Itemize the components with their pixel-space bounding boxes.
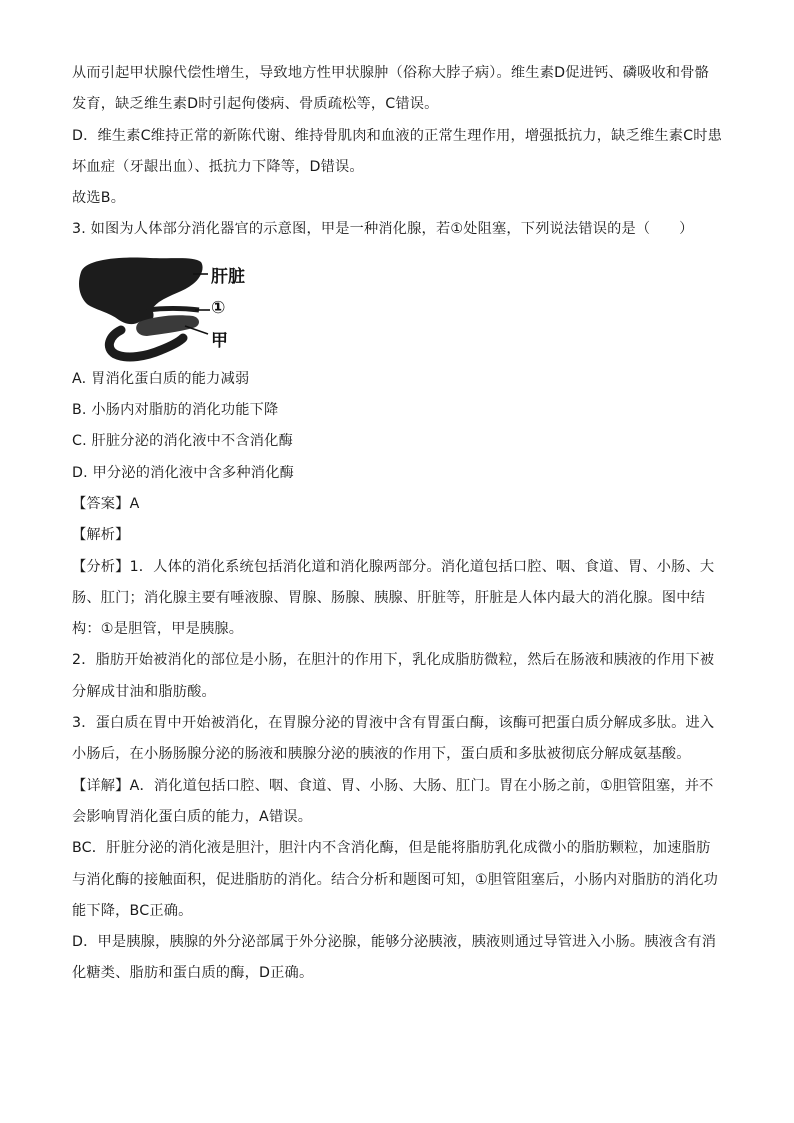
paragraph-answer-previous: 故选B。 [72, 190, 126, 207]
label-duct-1: ① [211, 297, 226, 318]
answer-value: A [129, 495, 140, 512]
detail-a-text: A．消化道包括口腔、咽、食道、胃、小肠、大肠、肛门。胃在小肠之前，①胆管阻塞，并不会影响胃消化蛋白质的能力，A错误。 [72, 777, 714, 825]
analysis-point-1-text: 1．人体的消化系统包括消化道和消化腺两部分。消化道包括口腔、咽、食道、胃、小肠、大肠、肛门；消化腺主要有唾液腺、胃腺、肠腺、胰腺、肝脏等，肝脏是人体内最大的消化腺。图中结构：①是胆管，甲是胰腺。 [72, 558, 715, 638]
answer-tag: 【答案】 [72, 495, 130, 512]
label-jia: 甲 [211, 330, 228, 351]
bile-duct-shape [147, 308, 199, 310]
detail-tag: 【详解】 [72, 777, 130, 794]
question-3-stem: 3. 如图为人体部分消化器官的示意图，甲是一种消化腺，若①处阻塞，下列说法错误的是（ ） [72, 221, 694, 238]
answer-line [72, 489, 722, 520]
option-d: D. 甲分泌的消化液中含多种消化酶 [72, 464, 294, 481]
analysis-heading: 【解析】 [72, 527, 130, 544]
option-c: C. 肝脏分泌的消化液中不含消化酶 [72, 433, 293, 450]
leader-line-jia [185, 326, 208, 334]
analysis-point-1 [72, 552, 722, 646]
analysis-tag: 【分析】 [72, 558, 130, 575]
analysis-point-2: 2．脂肪开始被消化的部位是小肠，在胆汁的作用下，乳化成脂肪微粒，然后在肠液和胰液的作用下被分解成甘油和脂肪酸。 [72, 652, 715, 700]
paragraph-continuation: 从而引起甲状腺代偿性增生，导致地方性甲状腺肿（俗称大脖子病）。维生素D促进钙、磷吸收和骨骼发育，缺乏维生素D时引起佝偻病、骨质疏松等，C错误。 [72, 65, 710, 113]
detail-a [72, 771, 722, 834]
option-b: B. 小肠内对脂肪的消化功能下降 [72, 402, 279, 419]
digestive-organs-figure [75, 250, 265, 362]
paragraph-option-d-explanation: D．维生素C维持正常的新陈代谢、维持骨肌肉和血液的正常生理作用，增强抵抗力，缺乏维生素C时患坏血症（牙龈出血）、抵抗力下降等，D错误。 [72, 127, 723, 175]
detail-d: D．甲是胰腺，胰腺的外分泌部属于外分泌腺，能够分泌胰液，胰液则通过导管进入小肠。胰液含有消化糖类、脂肪和蛋白质的酶，D正确。 [72, 934, 717, 982]
label-liver: 肝脏 [211, 266, 245, 287]
document-page [72, 58, 722, 990]
option-a: A. 胃消化蛋白质的能力减弱 [72, 370, 250, 387]
detail-bc: BC．肝脏分泌的消化液是胆汁，胆汁内不含消化酶，但是能将脂肪乳化成微小的脂肪颗粒，加速脂肪与消化酶的接触面积，促进脂肪的消化。结合分析和题图可知，①胆管阻塞后，小肠内对脂肪的消化功能下降，BC正确。 [72, 840, 718, 919]
analysis-point-3: 3．蛋白质在胃中开始被消化，在胃腺分泌的胃液中含有胃蛋白酶，该酶可把蛋白质分解成多肽。进入小肠后，在小肠肠腺分泌的肠液和胰腺分泌的胰液的作用下，蛋白质和多肽被彻底分解成氨基酸。 [72, 715, 715, 763]
